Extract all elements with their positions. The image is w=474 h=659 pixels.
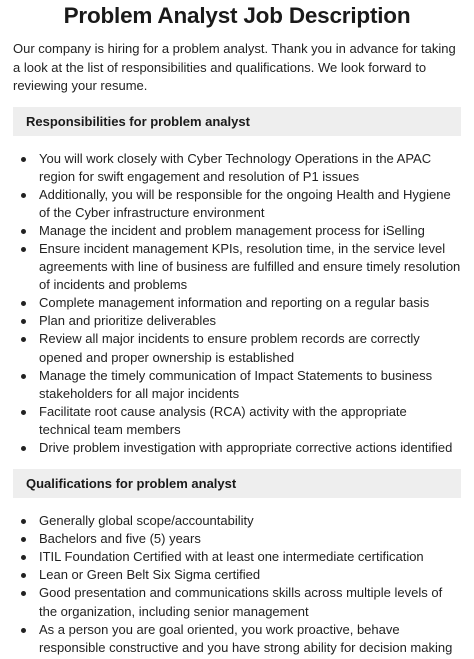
- list-item-text: Drive problem investigation with appropriate corrective actions identified: [39, 440, 453, 455]
- bullet-icon: [21, 319, 26, 324]
- responsibilities-heading: Responsibilities for problem analyst: [13, 107, 461, 136]
- list-item-text: Facilitate root cause analysis (RCA) activity with the appropriate technical team members: [39, 403, 407, 437]
- bullet-icon: [21, 410, 26, 415]
- list-item: [13, 186, 461, 222]
- list-item-text: Additionally, you will be responsible for the ongoing Health and Hygiene of the Cyber infrastructure environment: [39, 186, 451, 220]
- bullet-icon: [21, 591, 26, 596]
- bullet-icon: [21, 573, 26, 578]
- list-item: [13, 566, 461, 584]
- list-item: [13, 240, 461, 294]
- list-item-text: Complete management information and reporting on a regular basis: [39, 295, 430, 311]
- bullet-icon: [21, 374, 26, 379]
- list-item: [13, 548, 461, 566]
- list-item: [13, 512, 461, 530]
- list-item: [13, 439, 461, 457]
- bullet-icon: [21, 555, 26, 560]
- bullet-icon: [21, 229, 26, 234]
- list-item: [13, 222, 461, 240]
- bullet-icon: [21, 537, 26, 542]
- list-item-text: Manage the timely communication of Impact Statements to business stakeholders for all major incidents: [39, 367, 433, 401]
- list-item-text: Good presentation and communications skills across multiple levels of the organization, including senior management: [39, 585, 443, 619]
- list-item: [13, 530, 461, 548]
- list-item: [13, 150, 461, 186]
- qualifications-list: [13, 512, 461, 657]
- qualifications-heading: Qualifications for problem analyst: [13, 469, 461, 498]
- bullet-icon: [21, 628, 26, 633]
- responsibilities-list: [13, 150, 461, 458]
- list-item-text: Bachelors and five (5) years: [39, 531, 201, 547]
- bullet-icon: [21, 519, 26, 524]
- bullet-icon: [21, 247, 26, 252]
- list-item-text: As a person you are goal oriented, you work proactive, behave responsible constructive and you have strong ability for decision making: [39, 621, 453, 655]
- list-item: [13, 403, 461, 439]
- list-item: [13, 367, 461, 403]
- list-item: [13, 584, 461, 620]
- bullet-icon: [21, 446, 26, 451]
- list-item: [13, 330, 461, 366]
- list-item-text: Ensure incident management KPIs, resolution time, in the service level agreements with line of business are fulfilled and ensure timely resolution of incidents and problems: [39, 240, 461, 293]
- list-item-text: Generally global scope/accountability: [39, 513, 254, 529]
- bullet-icon: [21, 301, 26, 306]
- list-item: [13, 621, 461, 657]
- list-item-text: Review all major incidents to ensure problem records are correctly opened and proper ownership is established: [39, 331, 420, 365]
- list-item: [13, 294, 461, 312]
- list-item-text: You will work closely with Cyber Technology Operations in the APAC region for swift engagement and resolution of P1 issues: [39, 150, 432, 184]
- bullet-icon: [21, 193, 26, 198]
- page-title: Problem Analyst Job Description: [63, 3, 411, 28]
- list-item-text: Lean or Green Belt Six Sigma certified: [39, 567, 261, 583]
- list-item-text: Plan and prioritize deliverables: [39, 313, 217, 329]
- list-item-text: Manage the incident and problem management process for iSelling: [39, 222, 425, 238]
- list-item-text: ITIL Foundation Certified with at least one intermediate certification: [39, 549, 424, 565]
- bullet-icon: [21, 337, 26, 342]
- bullet-icon: [21, 157, 26, 162]
- list-item: [13, 312, 461, 330]
- intro-paragraph: Our company is hiring for a problem analyst. Thank you in advance for taking a look at the list of responsibilities and qualifications. We look forward to reviewing your resume.: [13, 41, 456, 93]
